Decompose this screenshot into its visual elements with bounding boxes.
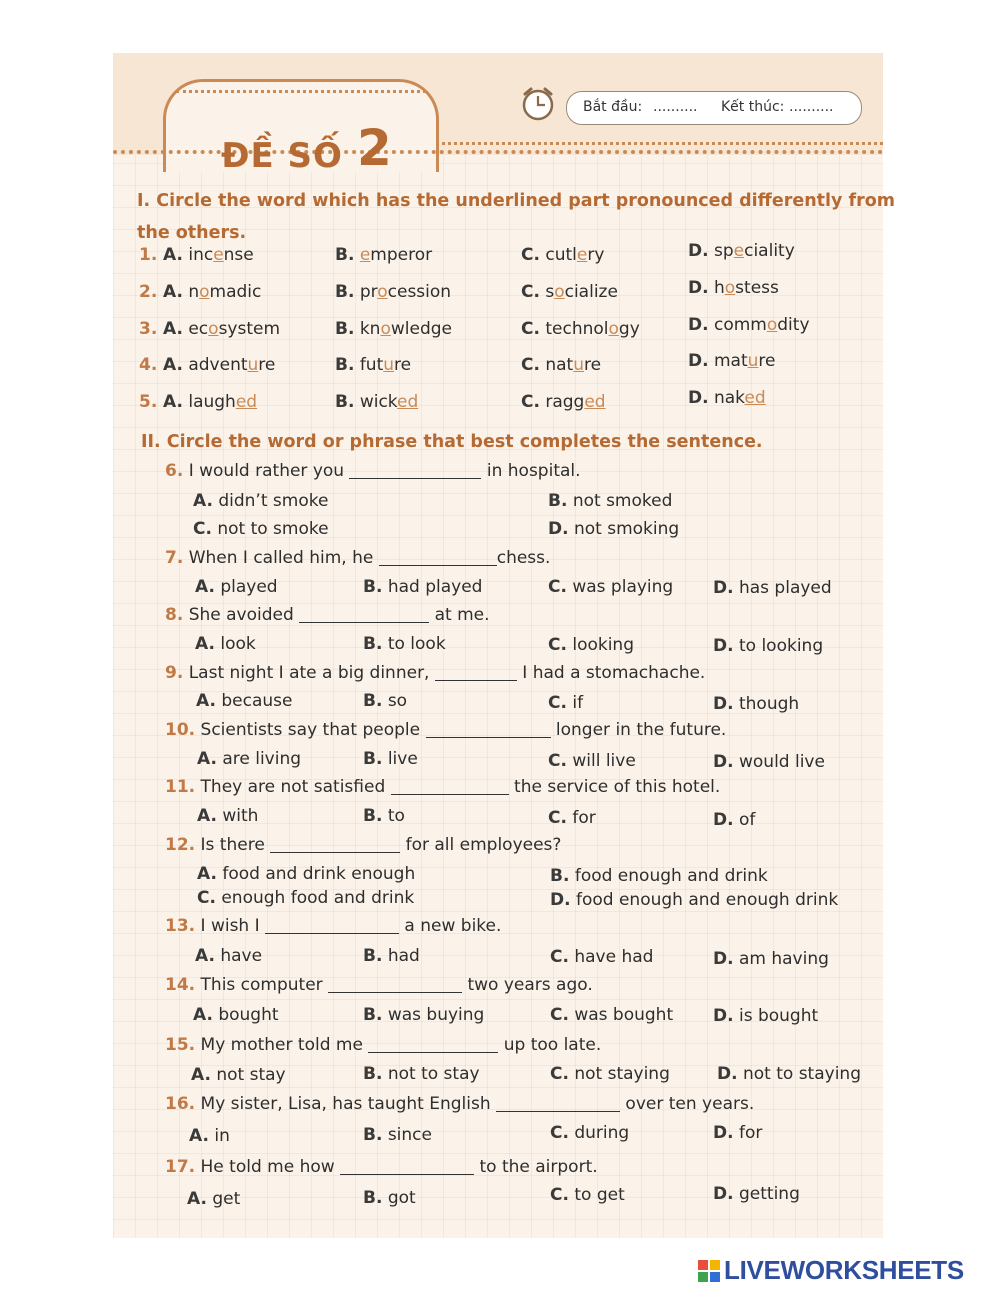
start-blank[interactable]: .......... <box>653 99 698 115</box>
question-8-option-b[interactable]: B. to look <box>363 634 446 654</box>
question-17-option-d[interactable]: D. getting <box>713 1184 800 1204</box>
question-4-option-b[interactable]: B. future <box>335 355 412 375</box>
question-3-option-b[interactable]: B. knowledge <box>335 319 452 339</box>
question-8-option-a[interactable]: A. look <box>195 634 256 654</box>
question-14-option-c[interactable]: C. was bought <box>550 1005 674 1025</box>
question-15-option-c[interactable]: C. not staying <box>550 1064 670 1084</box>
question-12-stem: 12. Is there for all employees? <box>165 835 562 855</box>
question-9-option-a[interactable]: A. because <box>196 691 293 711</box>
question-8-stem: 8. She avoided at me. <box>165 605 490 625</box>
time-box <box>566 91 862 125</box>
answer-blank[interactable] <box>328 977 462 993</box>
question-13-option-c[interactable]: C. have had <box>550 947 654 967</box>
question-7-option-d[interactable]: D. has played <box>713 578 832 598</box>
question-9-option-d[interactable]: D. though <box>713 694 800 714</box>
question-15-option-b[interactable]: B. not to stay <box>363 1064 480 1084</box>
question-7-stem: 7. When I called him, he chess. <box>165 548 551 568</box>
answer-blank[interactable] <box>496 1096 620 1112</box>
question-6-stem: 6. I would rather you in hospital. <box>165 461 581 481</box>
section-1-title: I. Circle the word which has the underlined part pronounced differently from <box>137 191 896 211</box>
question-1-option-c[interactable]: C. cutlery <box>521 245 605 265</box>
liveworksheets-brand: LIVEWORKSHEETS <box>724 1255 964 1285</box>
question-12-option-c[interactable]: C. enough food and drink <box>197 888 415 908</box>
question-10-option-a[interactable]: A. are living <box>197 749 302 769</box>
question-10-stem: 10. Scientists say that people longer in the future. <box>165 720 727 740</box>
question-17-option-a[interactable]: A. get <box>187 1189 241 1209</box>
answer-blank[interactable] <box>270 837 400 853</box>
question-11-option-b[interactable]: B. to <box>363 806 405 826</box>
question-15-option-d[interactable]: D. not to staying <box>717 1064 861 1084</box>
start-label: Bắt đầu: <box>583 99 643 115</box>
question-9-option-b[interactable]: B. so <box>363 691 408 711</box>
answer-blank[interactable] <box>379 550 497 566</box>
question-17-option-b[interactable]: B. got <box>363 1188 416 1208</box>
section-2-title: II. Circle the word or phrase that best completes the sentence. <box>141 432 763 452</box>
question-16-stem: 16. My sister, Lisa, has taught English over ten years. <box>165 1094 755 1114</box>
question-7-option-a[interactable]: A. played <box>195 577 278 597</box>
answer-blank[interactable] <box>391 779 509 795</box>
question-9-stem: 9. Last night I ate a big dinner, I had a stomachache. <box>165 663 706 683</box>
question-11-option-c[interactable]: C. for <box>548 808 596 828</box>
question-14-option-b[interactable]: B. was buying <box>363 1005 485 1025</box>
answer-blank[interactable] <box>265 918 399 934</box>
question-13-option-b[interactable]: B. had <box>363 946 420 966</box>
question-5-number: 5. <box>139 392 158 412</box>
question-4-option-d[interactable]: D. mature <box>688 351 776 371</box>
answer-blank[interactable] <box>368 1037 498 1053</box>
question-17-option-c[interactable]: C. to get <box>550 1185 625 1205</box>
question-7-option-c[interactable]: C. was playing <box>548 577 674 597</box>
question-2-number: 2. <box>139 282 158 302</box>
question-11-option-a[interactable]: A. with <box>197 806 259 826</box>
question-11-stem: 11. They are not satisfied the service of this hotel. <box>165 777 721 797</box>
question-6-option-d[interactable]: D. not smoking <box>548 519 680 539</box>
question-13-stem: 13. I wish I a new bike. <box>165 916 502 936</box>
question-16-option-b[interactable]: B. since <box>363 1125 432 1145</box>
question-14-stem: 14. This computer two years ago. <box>165 975 593 995</box>
question-8-option-c[interactable]: C. looking <box>548 635 635 655</box>
question-16-option-a[interactable]: A. in <box>189 1126 230 1146</box>
question-5-option-d[interactable]: D. naked <box>688 388 766 408</box>
question-4-option-c[interactable]: C. nature <box>521 355 602 375</box>
question-3-option-d[interactable]: D. commodity <box>688 315 810 335</box>
answer-blank[interactable] <box>340 1159 474 1175</box>
question-9-option-c[interactable]: C. if <box>548 693 584 713</box>
alarm-clock-icon <box>520 86 556 122</box>
question-16-option-c[interactable]: C. during <box>550 1123 630 1143</box>
question-5-option-a[interactable]: A. laughed <box>163 392 258 412</box>
question-1-option-d[interactable]: D. speciality <box>688 241 795 261</box>
question-12-option-b[interactable]: B. food enough and drink <box>550 866 768 886</box>
question-2-option-c[interactable]: C. socialize <box>521 282 618 302</box>
question-5-option-c[interactable]: C. ragged <box>521 392 606 412</box>
question-3-option-a[interactable]: A. ecosystem <box>163 319 281 339</box>
question-4-number: 4. <box>139 355 158 375</box>
question-3-number: 3. <box>139 319 158 339</box>
answer-blank[interactable] <box>435 665 517 681</box>
answer-blank[interactable] <box>426 722 551 738</box>
question-1-number: 1. <box>139 245 158 265</box>
question-5-option-b[interactable]: B. wicked <box>335 392 419 412</box>
end-blank[interactable]: .......... <box>789 99 834 115</box>
question-17-stem: 17. He told me how to the airport. <box>165 1157 598 1177</box>
question-14-option-d[interactable]: D. is bought <box>713 1006 819 1026</box>
question-3-option-c[interactable]: C. technology <box>521 319 640 339</box>
question-10-option-b[interactable]: B. live <box>363 749 418 769</box>
question-6-option-c[interactable]: C. not to smoke <box>193 519 329 539</box>
end-label: Kết thúc: <box>721 99 785 115</box>
question-13-option-a[interactable]: A. have <box>195 946 263 966</box>
question-12-option-a[interactable]: A. food and drink enough <box>197 864 416 884</box>
question-10-option-d[interactable]: D. would live <box>713 752 825 772</box>
question-2-option-a[interactable]: A. nomadic <box>163 282 262 302</box>
question-8-option-d[interactable]: D. to looking <box>713 636 824 656</box>
worksheet-page <box>113 53 896 1238</box>
question-12-option-d[interactable]: D. food enough and enough drink <box>550 890 839 910</box>
question-14-option-a[interactable]: A. bought <box>193 1005 279 1025</box>
question-10-option-c[interactable]: C. will live <box>548 751 636 771</box>
question-15-stem: 15. My mother told me up too late. <box>165 1035 602 1055</box>
answer-blank[interactable] <box>299 607 429 623</box>
question-1-option-b[interactable]: B. emperor <box>335 245 433 265</box>
question-4-option-a[interactable]: A. adventure <box>163 355 276 375</box>
question-13-option-d[interactable]: D. am having <box>713 949 829 969</box>
answer-blank[interactable] <box>349 463 481 479</box>
question-2-option-b[interactable]: B. procession <box>335 282 452 302</box>
header-dotted-line <box>423 142 883 145</box>
question-11-option-d[interactable]: D. of <box>713 810 756 830</box>
page-title: ĐỀ SỐ 2 <box>221 119 393 177</box>
liveworksheets-logo-icon <box>698 1260 720 1282</box>
section-1-title-cont: the others. <box>137 223 247 243</box>
question-1-option-a[interactable]: A. incense <box>163 245 254 265</box>
question-7-option-b[interactable]: B. had played <box>363 577 483 597</box>
question-15-option-a[interactable]: A. not stay <box>191 1065 286 1085</box>
question-2-option-d[interactable]: D. hostess <box>688 278 779 298</box>
question-6-option-a[interactable]: A. didn’t smoke <box>193 491 329 511</box>
question-16-option-d[interactable]: D. for <box>713 1123 763 1143</box>
question-6-option-b[interactable]: B. not smoked <box>548 491 673 511</box>
